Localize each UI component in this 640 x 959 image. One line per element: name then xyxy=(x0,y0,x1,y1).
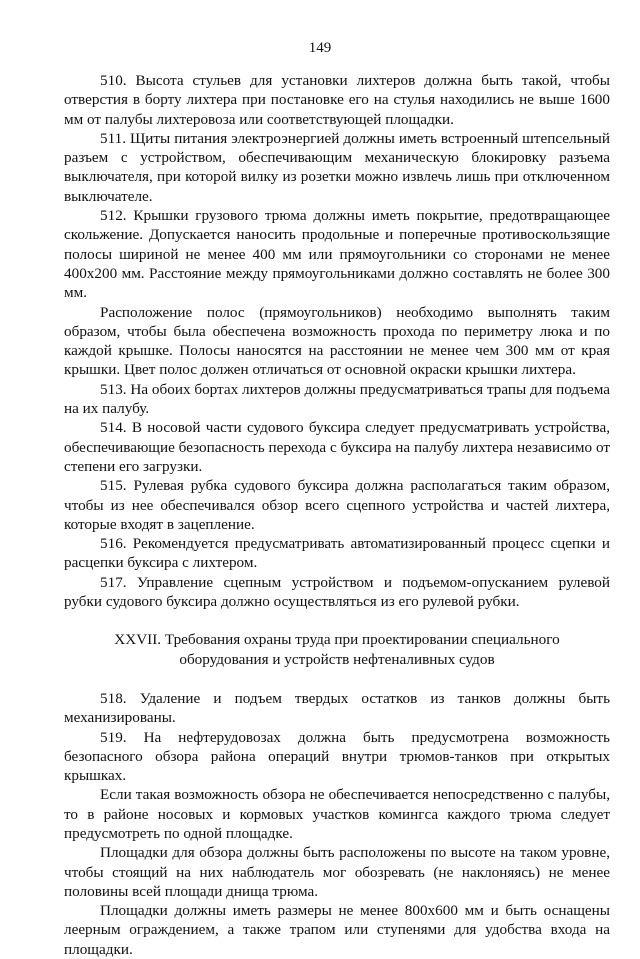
section-heading-line-2: оборудования и устройств нефтеналивных судов xyxy=(179,650,495,668)
paragraph-519: 519. На нефтерудовозах должна быть предусмотрена возможность безопасного обзора района операций внутри трюмов-танков при открытых крышках. xyxy=(64,728,610,785)
paragraph-512: 512. Крышки грузового трюма должны иметь покрытие, предотвращающее скольжение. Допускается наносить продольные и поперечные противоскользящие полосы шириной не менее 400 мм или прямоугольники со сторонами не менее 400x200 мм. Расстояние между прямоугольниками должно составлять не более 300 мм. xyxy=(64,207,610,302)
document-body xyxy=(64,71,610,959)
page-number: 149 xyxy=(308,40,332,56)
paragraph-515: 515. Рулевая рубка судового буксира должна располагаться таким образом, чтобы из нее обеспечивался обзор всего сцепного устройства и частей лихтера, которые входят в зацепление. xyxy=(64,477,610,533)
section-heading xyxy=(64,630,610,669)
paragraph-516: 516. Рекомендуется предусматривать автоматизированный процесс сцепки и расцепки буксира с лихтером. xyxy=(64,535,610,572)
paragraph-511: 511. Щиты питания электроэнергией должны иметь встроенный штепсельный разъем с устройством, обеспечивающим механическую блокировку разъема выключателя, при которой вилку из розетки можно извлечь лишь при отключенном выключателе. xyxy=(64,129,610,205)
paragraph-510: 510. Высота стульев для установки лихтеров должна быть такой, чтобы отверстия в борту лихтера при постановке его на стулья находились не выше 1600 мм от палубы лихтеровоза или соответствующей площадки. xyxy=(64,72,610,128)
section-heading-line-1: XXVII. Требования охраны труда при проектировании специального xyxy=(114,631,560,649)
paragraph-518: 518. Удаление и подъем твердых остатков из танков должны быть механизированы. xyxy=(64,689,610,727)
paragraph-519-platform-requirement: Если такая возможность обзора не обеспечивается непосредственно с палубы, то в районе носовых и кормовых участков комингса каждого трюма следует предусмотреть по одной площадке. xyxy=(64,786,610,842)
paragraph-519-platform-size: Площадки должны иметь размеры не менее 800x600 мм и быть оснащены леерным ограждением, а также трапом или ступенями для удобства входа на площадки. xyxy=(64,902,610,958)
paragraph-512-continued: Расположение полос (прямоугольников) необходимо выполнять таким образом, чтобы была обеспечена возможность прохода по периметру люка и по каждой крышке. Полосы наносятся на расстоянии не менее чем 300 мм от края крышки. Цвет полос должен отличаться от основной окраски крышки лихтера. xyxy=(64,303,610,379)
paragraph-517: 517. Управление сцепным устройством и подъемом-опусканием рулевой рубки судового буксира должно осуществляться из его рулевой рубки. xyxy=(64,573,610,611)
paragraph-513: 513. На обоих бортах лихтеров должны предусматриваться трапы для подъема на их палубу. xyxy=(64,380,610,418)
paragraph-519-platform-height: Площадки для обзора должны быть расположены по высоте на таком уровне, чтобы стоящий на них наблюдатель мог обозревать (не наклоняясь) не менее половины всей площади днища трюма. xyxy=(64,844,610,900)
paragraph-514: 514. В носовой части судового буксира следует предусматривать устройства, обеспечивающие безопасность перехода с буксира на палубу лихтера независимо от степени его загрузки. xyxy=(64,419,610,475)
